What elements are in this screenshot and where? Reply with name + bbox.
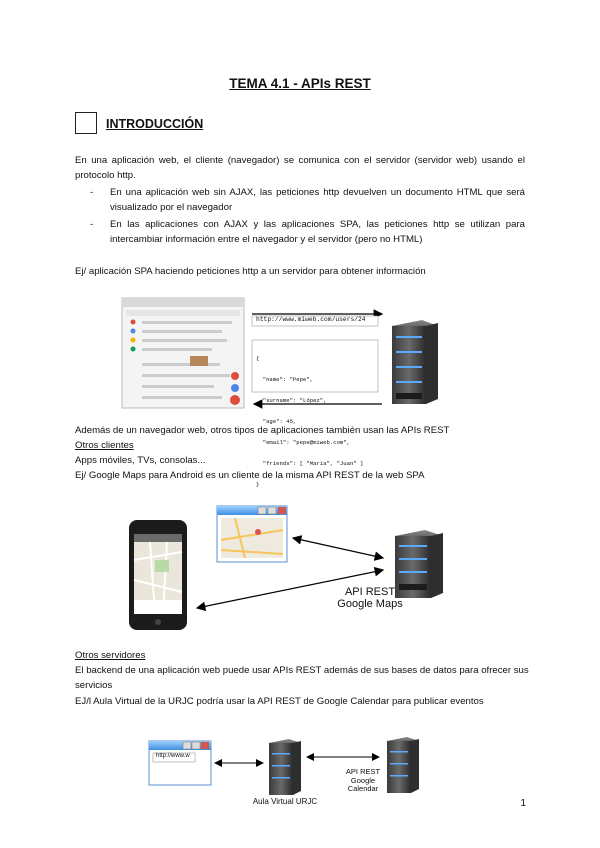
example1-text: Ej/ aplicación SPA haciendo peticiones http a un servidor para obtener información	[75, 266, 426, 277]
page-title: TEMA 4.1 - APIs REST	[229, 76, 371, 91]
json-line: }	[256, 481, 260, 488]
bullet-item-2: En las aplicaciones con AJAX y las aplicaciones SPA, las peticiones http se utilizan para intercambiar información entre el navegador y el servidor (pero no HTML)	[110, 219, 525, 245]
example3-text: EJ/l Aula Virtual de la URJC podría usar la API REST de Google Calendar para publicar eventos	[75, 696, 484, 707]
request-url: http://www.miweb.com/users/24	[256, 316, 366, 323]
phone-icon	[129, 520, 187, 630]
json-line: {	[256, 355, 260, 362]
json-line: "email": "pepe@miweb.com",	[256, 439, 350, 446]
section-checkbox[interactable]	[75, 112, 97, 134]
spa-browser-screenshot	[122, 298, 244, 408]
example2-text: Ej/ Google Maps para Android es un cliente de la misma API REST de la web SPA	[75, 470, 425, 481]
api-label-line2: Google	[350, 775, 376, 785]
browser-window-icon	[149, 741, 211, 785]
other-clients-intro: Además de un navegador web, otros tipos de aplicaciones también usan las APIs REST	[75, 425, 450, 436]
diagram-aula-virtual	[145, 735, 430, 810]
api-rest-label	[315, 586, 425, 610]
bullet-item-1: En una aplicación web sin AJAX, las peticiones http devuelven un documento HTML que será visualizado por el navegador	[110, 187, 525, 213]
intro-paragraph: En una aplicación web, el cliente (navegador) se comunica con el servidor (servidor web) usando el protocolo http.	[75, 155, 525, 181]
other-clients-line: Apps móviles, TVs, consolas...	[75, 455, 206, 466]
diagram-google-maps	[125, 500, 470, 635]
json-line: "surname": "López",	[256, 397, 327, 404]
json-line: "age": 45,	[256, 418, 297, 425]
other-clients-heading: Otros clientes	[75, 440, 134, 451]
api-label-line1: API REST	[345, 767, 381, 776]
page-number: 1	[520, 798, 526, 809]
json-line: "friends": [ "María", "Juan" ]	[256, 460, 364, 467]
map-window-icon	[217, 506, 287, 562]
bullet-marker-2: -	[90, 219, 94, 230]
bullet-marker-1: -	[90, 187, 94, 198]
api-label-line3: Calendar	[347, 784, 379, 793]
section-heading: INTRODUCCIÓN	[106, 117, 204, 131]
aula-virtual-label: Aula Virtual URJC	[252, 797, 318, 806]
api-label-line1: API REST	[344, 586, 396, 598]
google-calendar-label	[331, 768, 395, 794]
other-servers-heading: Otros servidores	[75, 650, 146, 661]
server-icon	[269, 739, 301, 795]
json-line: "name": "Pepe",	[256, 376, 314, 383]
browser-url: http://www.w	[156, 753, 190, 759]
api-label-line2: Google Maps	[337, 598, 403, 610]
server-icon	[392, 320, 438, 404]
other-servers-text: El backend de una aplicación web puede usar APIs REST además de sus bases de datos para ofrecer sus servicios	[75, 665, 529, 691]
